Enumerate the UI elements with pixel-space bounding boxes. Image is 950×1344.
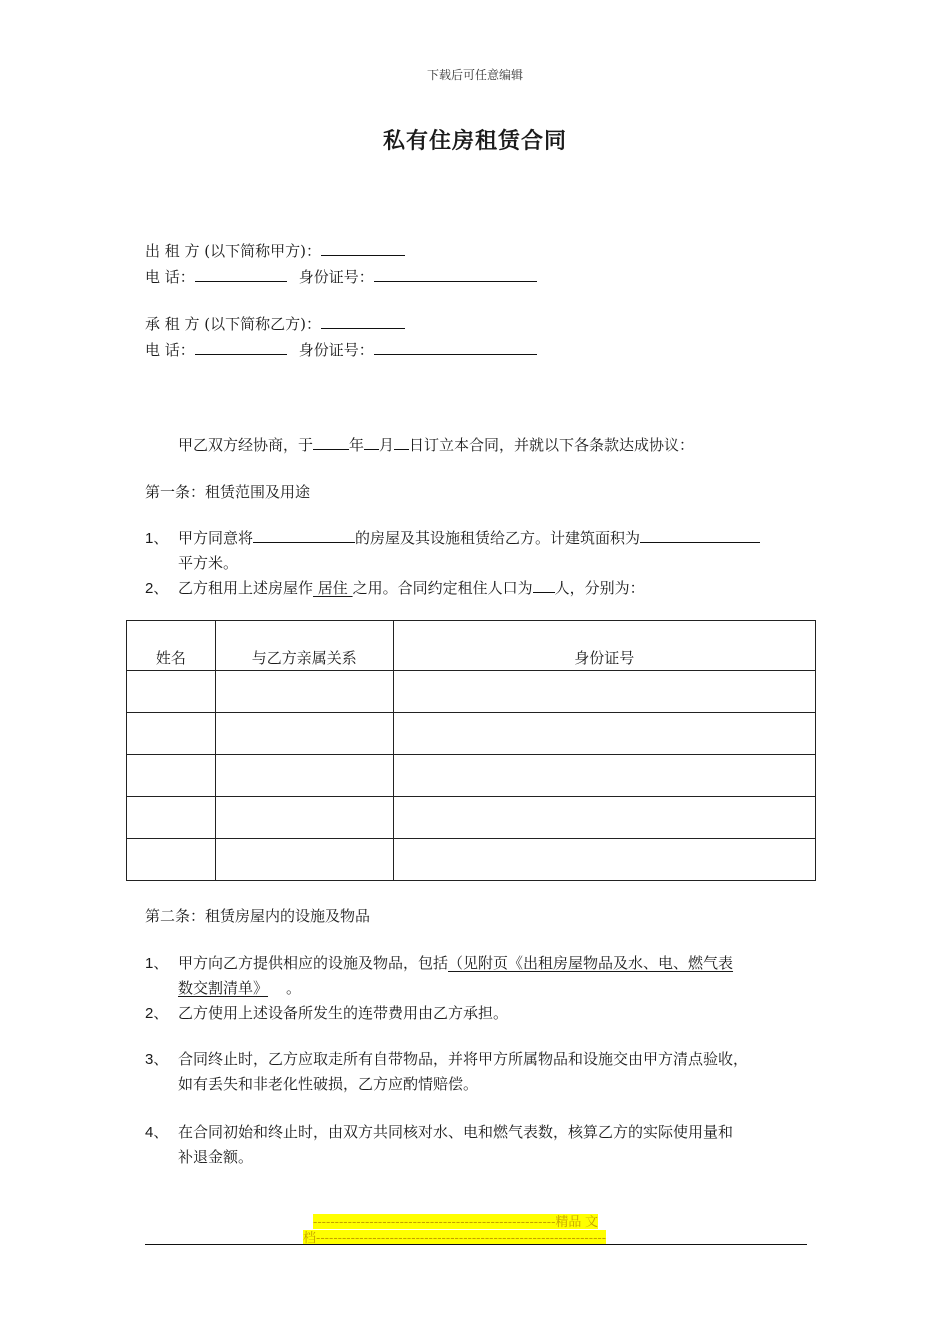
article1-item2-text-3: 人，分别为：	[554, 579, 645, 597]
table-cell[interactable]	[393, 755, 815, 797]
table-cell[interactable]	[215, 755, 393, 797]
article2-item4-text-1: 在合同初始和终止时，由双方共同核对水、电和燃气表数，核算乙方的实际使用量和	[178, 1123, 734, 1141]
table-cell[interactable]	[127, 839, 216, 881]
header-note: 下载后可任意编辑	[426, 68, 523, 82]
article2-heading: 第二条：租赁房屋内的设施及物品	[145, 907, 371, 925]
table-cell[interactable]	[127, 713, 216, 755]
area-blank[interactable]	[640, 527, 760, 543]
table-cell[interactable]	[127, 755, 216, 797]
footer-divider	[145, 1244, 807, 1245]
appendix-reference-cont: 数交割清单》	[178, 979, 269, 997]
item-number: 1、	[145, 530, 169, 547]
lessor-phone-blank[interactable]	[195, 266, 287, 282]
article2-item3-cont: 如有丢失和非老化性破损，乙方应酌情赔偿。	[178, 1075, 479, 1093]
year-blank[interactable]	[313, 434, 349, 450]
article2-item3	[145, 1048, 748, 1069]
preamble-month: 月	[379, 436, 395, 454]
item-number: 1、	[145, 955, 169, 972]
lessee-line	[145, 313, 405, 334]
preamble-text-1: 甲乙双方经协商，于	[178, 436, 314, 454]
table-cell[interactable]	[393, 713, 815, 755]
table-row	[127, 671, 816, 713]
lessee-name-blank[interactable]	[321, 313, 405, 329]
article2-item3-text-1: 合同终止时，乙方应取走所有自带物品，并将甲方所属物品和设施交由甲方清点验收，	[178, 1050, 749, 1068]
table-cell[interactable]	[393, 671, 815, 713]
article1-item2	[145, 577, 645, 598]
article2-item1-text: 甲方向乙方提供相应的设施及物品，包括	[178, 954, 449, 972]
article1-item1-cont: 平方米。	[178, 554, 239, 572]
column-header-id: 身份证号	[393, 621, 815, 671]
table-row	[127, 839, 816, 881]
article2-item1-cont	[178, 977, 301, 998]
article1-item2-text-2: 之用。合同约定租住人口为	[352, 579, 533, 597]
column-header-name: 姓名	[127, 621, 216, 671]
lessee-id-label: 身份证号：	[298, 341, 374, 359]
article2-item4-cont: 补退金额。	[178, 1148, 254, 1166]
property-address-blank[interactable]	[253, 527, 355, 543]
table-cell[interactable]	[215, 671, 393, 713]
article1-item1	[145, 527, 760, 548]
article1-item2-text-1: 乙方租用上述房屋作	[178, 579, 314, 597]
document-title: 私有住房租赁合同	[382, 129, 567, 154]
lessee-phone-label: 电 话：	[145, 341, 195, 359]
footer-text-1: --------------------------------------------------------精品 文	[313, 1214, 599, 1229]
table-cell[interactable]	[215, 797, 393, 839]
article1-heading: 第一条：租赁范围及用途	[145, 483, 311, 501]
table-row	[127, 713, 816, 755]
article2-item1	[145, 952, 733, 973]
table-cell[interactable]	[127, 671, 216, 713]
table-header-row	[127, 621, 816, 671]
table-row	[127, 755, 816, 797]
day-blank[interactable]	[394, 434, 409, 450]
table-cell[interactable]	[393, 839, 815, 881]
lessor-id-label: 身份证号：	[298, 268, 374, 286]
article1-item1-text-1: 甲方同意将	[178, 529, 254, 547]
occupants-table	[126, 620, 816, 881]
lessor-label: 出 租 方 (以下简称甲方)：	[145, 242, 322, 260]
lessor-contact-line	[145, 266, 537, 287]
lessor-phone-label: 电 话：	[145, 268, 195, 286]
usage-value: 居住	[313, 579, 353, 597]
footer-text-2: 档-------------------------------------------------------------------	[303, 1230, 607, 1245]
article2-item2	[145, 1002, 508, 1023]
article2-item2-text: 乙方使用上述设备所发生的连带费用由乙方承担。	[178, 1004, 509, 1022]
lessee-id-blank[interactable]	[374, 339, 537, 355]
lessor-line	[145, 240, 405, 261]
table-row	[127, 797, 816, 839]
lessee-phone-blank[interactable]	[195, 339, 287, 355]
table-cell[interactable]	[127, 797, 216, 839]
occupant-count-blank[interactable]	[533, 577, 555, 593]
table-cell[interactable]	[393, 797, 815, 839]
item-number: 2、	[145, 1005, 169, 1022]
article2-item1-end: 。	[286, 979, 302, 997]
preamble-text-2: 日订立本合同，并就以下各条款达成协议：	[409, 436, 695, 454]
lessee-label: 承 租 方 (以下简称乙方)：	[145, 315, 322, 333]
table-cell[interactable]	[215, 713, 393, 755]
table-cell[interactable]	[215, 839, 393, 881]
month-blank[interactable]	[364, 434, 379, 450]
appendix-reference: （见附页《出租房屋物品及水、电、燃气表	[448, 954, 734, 972]
item-number: 3、	[145, 1051, 169, 1068]
article1-item1-text-2: 的房屋及其设施租赁给乙方。计建筑面积为	[355, 529, 641, 547]
item-number: 2、	[145, 580, 169, 597]
item-number: 4、	[145, 1124, 169, 1141]
lessor-name-blank[interactable]	[321, 240, 405, 256]
article2-item4	[145, 1121, 733, 1142]
column-header-relation: 与乙方亲属关系	[215, 621, 393, 671]
lessee-contact-line	[145, 339, 537, 360]
lessor-id-blank[interactable]	[374, 266, 537, 282]
preamble	[178, 434, 694, 455]
preamble-year: 年	[349, 436, 365, 454]
